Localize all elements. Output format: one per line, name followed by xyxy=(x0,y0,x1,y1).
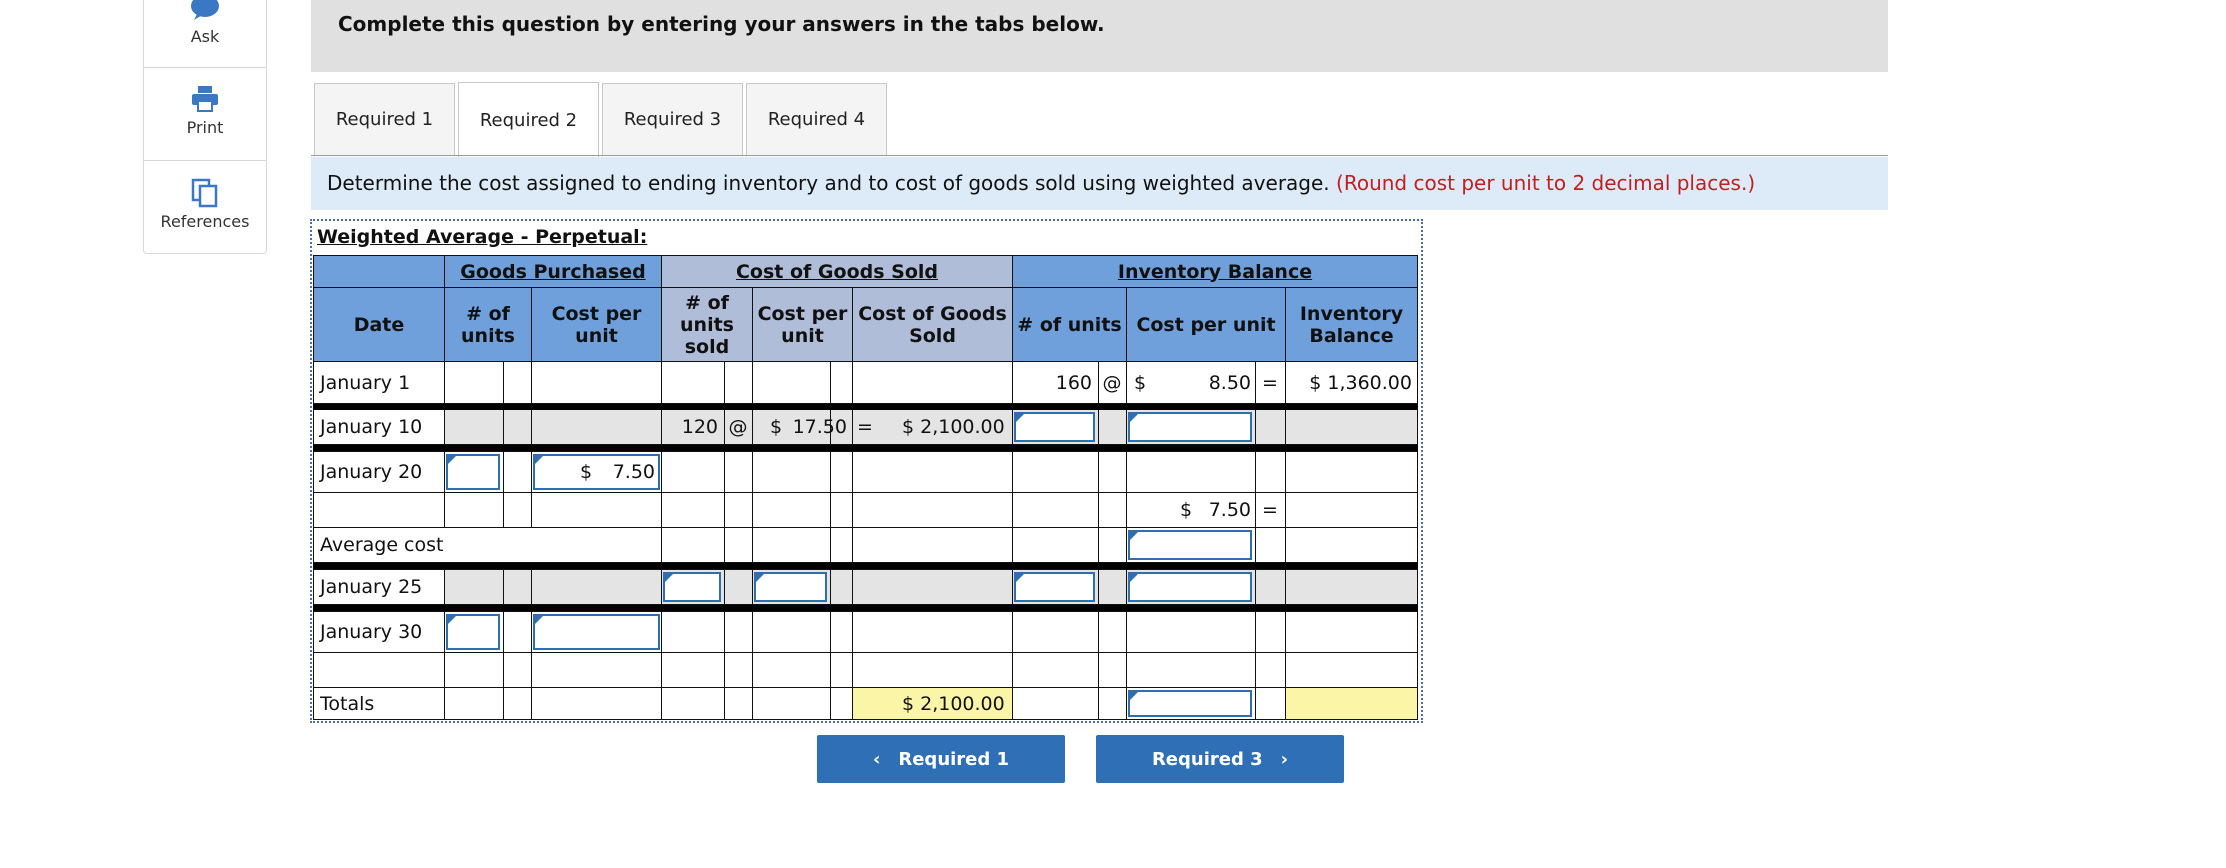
input-totals-iC[interactable] xyxy=(1128,690,1252,717)
cell-divider xyxy=(1098,688,1099,719)
col-cogs-units: # of units sold xyxy=(661,287,753,362)
input-jan10-iU[interactable] xyxy=(1014,412,1095,442)
chat-bubble-icon xyxy=(190,0,220,22)
cell-jan20b-iU xyxy=(1012,492,1127,528)
col-inv-total: Inventory Balance xyxy=(1285,287,1418,362)
tab-required-1[interactable]: Required 1 xyxy=(314,83,455,155)
cell-avg-cC xyxy=(752,527,853,563)
input-jan10-iC[interactable] xyxy=(1128,412,1252,442)
cell-jan1-cU xyxy=(661,361,753,404)
cell-divider xyxy=(1098,452,1099,492)
cell-jan20-iU xyxy=(1012,451,1127,493)
input-jan25-iC[interactable] xyxy=(1128,572,1252,602)
cell-divider xyxy=(1255,570,1256,604)
row-label-avg: Average cost xyxy=(320,534,444,556)
col-date: Date xyxy=(313,287,445,362)
cell-blank-cU xyxy=(661,652,753,688)
col-inv-units: # of units xyxy=(1012,287,1127,362)
jan1-eq: = xyxy=(1262,371,1278,394)
col-gp-units: # of units xyxy=(444,287,532,362)
cell-jan20-iT xyxy=(1285,451,1418,493)
row-label-jan30: January 30 xyxy=(320,621,423,643)
cell-totals-iT xyxy=(1285,687,1418,720)
cell-jan30-cT xyxy=(852,611,1013,653)
cell-divider xyxy=(1255,528,1256,562)
tab-required-4[interactable]: Required 4 xyxy=(746,83,887,155)
col-inv-cost: Cost per unit xyxy=(1126,287,1286,362)
cell-divider xyxy=(1255,452,1256,492)
jan20b-cur: $ xyxy=(1180,499,1193,521)
jan20-cur: $ xyxy=(580,461,593,483)
references-button[interactable] xyxy=(144,178,266,238)
col-cogs-total: Cost of Goods Sold xyxy=(852,287,1013,362)
cell-blank-cT xyxy=(852,652,1013,688)
cell-blank-date xyxy=(313,652,445,688)
cell-divider xyxy=(830,653,831,687)
cell-jan30-iU xyxy=(1012,611,1127,653)
jan20-gp-cost: 7.50 xyxy=(612,461,655,483)
hdr-blank xyxy=(313,255,445,288)
totals-cogs-total: $ 2,100.00 xyxy=(902,692,1005,715)
copy-pages-icon xyxy=(190,178,220,208)
cell-avg-iT xyxy=(1285,527,1418,563)
cell-avg-cT xyxy=(852,527,1013,563)
references-label: References xyxy=(160,212,250,231)
cell-divider xyxy=(830,528,831,562)
next-button-label: Required 3 xyxy=(1151,748,1263,770)
col-cogs-cost: Cost per unit xyxy=(752,287,853,362)
cell-divider xyxy=(1098,570,1099,604)
tab-required-3[interactable]: Required 3 xyxy=(602,83,743,155)
cell-divider xyxy=(724,528,725,562)
jan10-cogs-cost: 17.50 xyxy=(792,416,847,438)
input-avg-iC[interactable] xyxy=(1128,530,1252,560)
cell-divider xyxy=(1255,410,1256,444)
cell-blank-gpC xyxy=(531,652,662,688)
instruction-bar xyxy=(311,157,1888,210)
row-label-jan1: January 1 xyxy=(320,371,411,394)
cell-divider xyxy=(830,493,831,527)
chevron-right-icon: › xyxy=(1280,748,1289,770)
jan1-at: @ xyxy=(1102,371,1122,394)
row-separator xyxy=(313,563,1418,569)
cell-jan20b-cC xyxy=(752,492,853,528)
input-jan20-gpU[interactable] xyxy=(446,454,500,490)
cell-divider xyxy=(1255,653,1256,687)
input-jan25-cC[interactable] xyxy=(754,572,827,602)
cell-divider xyxy=(724,612,725,652)
cell-divider xyxy=(503,653,504,687)
row-label-jan25: January 25 xyxy=(320,576,423,598)
cell-jan20-cC xyxy=(752,451,853,493)
jan20b-inv-cost: 7.50 xyxy=(1208,499,1251,521)
cell-divider xyxy=(830,570,831,604)
print-label: Print xyxy=(186,118,224,137)
cell-totals-cU xyxy=(661,687,753,720)
ask-label: Ask xyxy=(190,27,220,46)
row-separator xyxy=(313,605,1418,611)
jan10-cogs-units: 120 xyxy=(681,416,718,438)
cell-jan20b-gpC xyxy=(531,492,662,528)
cell-jan10-iT xyxy=(1285,409,1418,445)
cell-blank-iU xyxy=(1012,652,1127,688)
input-jan25-cU[interactable] xyxy=(663,572,721,602)
cell-divider xyxy=(1098,410,1099,444)
cell-jan30-iT xyxy=(1285,611,1418,653)
cell-divider xyxy=(1255,688,1256,719)
cell-jan20b-cU xyxy=(661,492,753,528)
cell-divider xyxy=(1098,653,1099,687)
jan10-cur: $ xyxy=(770,416,783,438)
cell-divider xyxy=(724,493,725,527)
cell-avg-cU xyxy=(661,527,753,563)
col-gp-cost: Cost per unit xyxy=(531,287,662,362)
tab-required-2[interactable]: Required 2 xyxy=(458,82,599,157)
cell-divider xyxy=(830,612,831,652)
cell-blank-iT xyxy=(1285,652,1418,688)
input-jan30-gpU[interactable] xyxy=(446,614,500,650)
instruction-text: Determine the cost assigned to ending inventory and to cost of goods sold using weighted average. (Round cost per unit to 2 decimal places.) xyxy=(327,171,1756,195)
question-banner xyxy=(311,0,1888,72)
instruction-note: (Round cost per unit to 2 decimal places.) xyxy=(1336,171,1756,195)
jan1-inv-total: $ 1,360.00 xyxy=(1309,371,1412,394)
cell-jan20-iC xyxy=(1126,451,1286,493)
cell-divider xyxy=(830,362,831,403)
row-label-jan20: January 20 xyxy=(320,461,423,483)
cell-jan20-cT xyxy=(852,451,1013,493)
cell-divider xyxy=(724,688,725,719)
printer-icon xyxy=(190,86,220,112)
cell-jan25-iT xyxy=(1285,569,1418,605)
cell-jan1-cC xyxy=(752,361,853,404)
prev-button-label: Required 1 xyxy=(898,748,1010,770)
table-title: Weighted Average - Perpetual: xyxy=(317,226,648,248)
cell-divider xyxy=(503,493,504,527)
row-label-jan10: January 10 xyxy=(320,416,423,438)
cell-jan30-cC xyxy=(752,611,853,653)
banner-text: Complete this question by entering your answers in the tabs below. xyxy=(338,12,1105,36)
tab-divider xyxy=(311,155,1888,156)
cell-divider xyxy=(724,452,725,492)
cell-divider xyxy=(724,570,725,604)
hdr-cost-of-goods-sold: Cost of Goods Sold xyxy=(661,255,1013,288)
cell-blank-iC xyxy=(1126,652,1286,688)
jan10-cogs-total: $ 2,100.00 xyxy=(902,416,1005,438)
ask-button[interactable] xyxy=(144,0,266,66)
jan1-cur: $ xyxy=(1134,371,1147,394)
input-jan25-iU[interactable] xyxy=(1014,572,1095,602)
next-required-button[interactable] xyxy=(1096,735,1344,783)
cell-jan25-cT xyxy=(852,569,1013,605)
tools-sidebar xyxy=(143,0,267,254)
cell-jan20b-gpU xyxy=(444,492,532,528)
cell-blank-gpU xyxy=(444,652,532,688)
cell-jan20-cU xyxy=(661,451,753,493)
jan10-at: @ xyxy=(728,416,748,438)
cell-divider xyxy=(1255,612,1256,652)
cell-jan30-cU xyxy=(661,611,753,653)
row-separator xyxy=(313,445,1418,451)
cell-jan30-iC xyxy=(1126,611,1286,653)
cell-divider xyxy=(1098,528,1099,562)
cell-blank-cC xyxy=(752,652,853,688)
print-button[interactable] xyxy=(144,86,266,146)
input-jan30-gpC[interactable] xyxy=(533,614,660,650)
cell-divider xyxy=(830,688,831,719)
cell-avg-iU xyxy=(1012,527,1127,563)
cell-jan20b-cT xyxy=(852,492,1013,528)
cell-totals-iU xyxy=(1012,687,1127,720)
jan20b-eq: = xyxy=(1262,499,1278,521)
cell-divider xyxy=(724,653,725,687)
cell-jan20b-iT xyxy=(1285,492,1418,528)
cell-divider xyxy=(1098,493,1099,527)
chevron-left-icon: ‹ xyxy=(872,748,881,770)
cell-divider xyxy=(724,362,725,403)
hdr-inventory-balance: Inventory Balance xyxy=(1012,255,1418,288)
cell-jan20b-date xyxy=(313,492,445,528)
cell-totals-cC xyxy=(752,687,853,720)
cell-divider xyxy=(1098,612,1099,652)
jan1-inv-units: 160 xyxy=(1055,371,1092,394)
prev-required-button[interactable] xyxy=(817,735,1065,783)
jan1-inv-cost: 8.50 xyxy=(1208,371,1251,394)
hdr-goods-purchased: Goods Purchased xyxy=(444,255,662,288)
cell-divider xyxy=(830,452,831,492)
cell-jan1-cT xyxy=(852,361,1013,404)
jan10-eq: = xyxy=(857,416,873,438)
row-label-totals: Totals xyxy=(320,692,375,715)
